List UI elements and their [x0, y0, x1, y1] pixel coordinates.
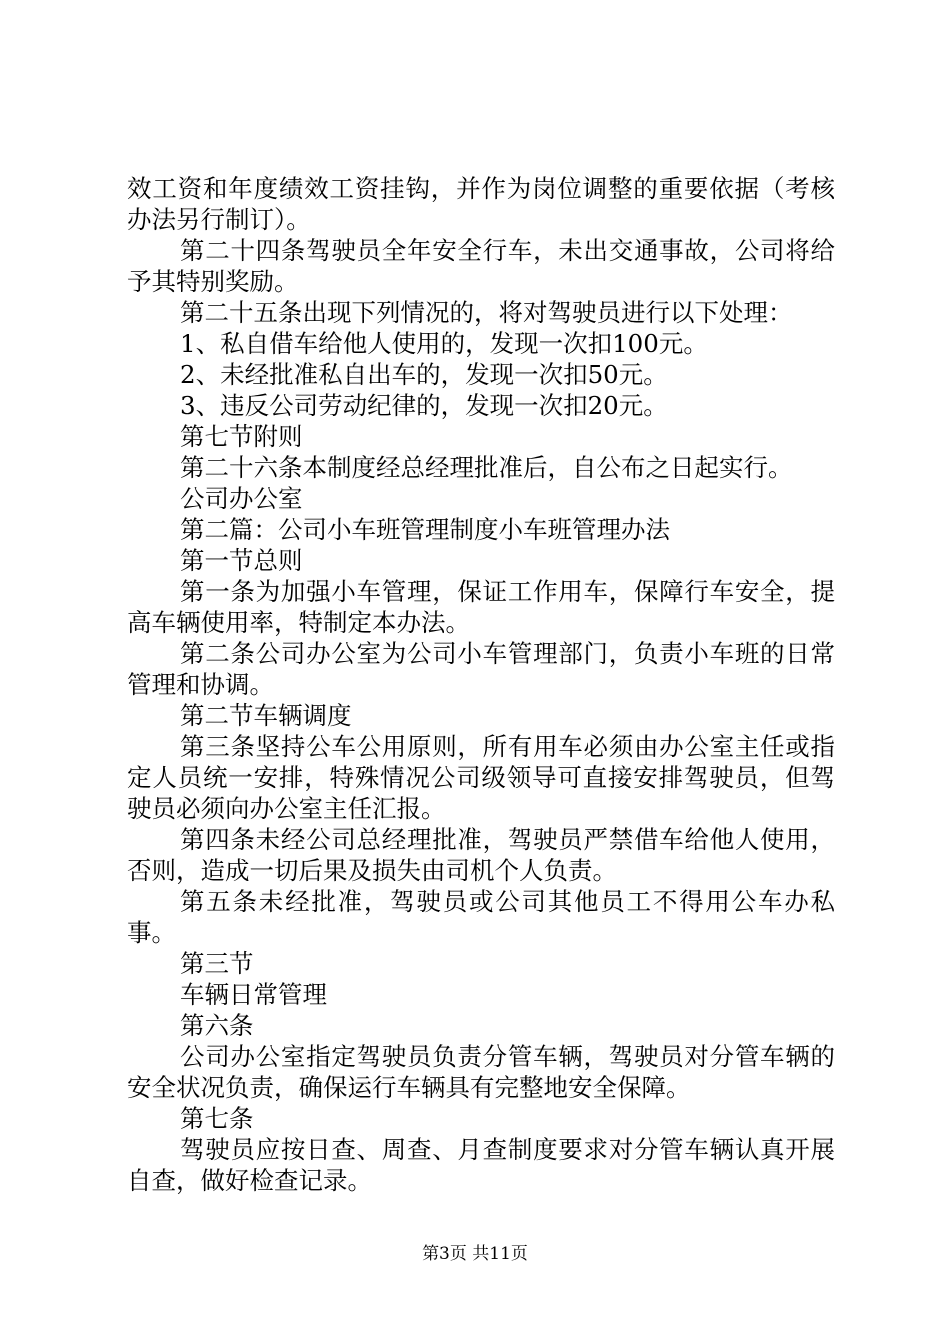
- section-heading: 第一节总则: [180, 546, 303, 575]
- article-heading: 第七条: [180, 1104, 254, 1133]
- paragraph: 第二十四条驾驶员全年安全行车，未出交通事故，公司将给予其特别奖励。: [127, 236, 835, 296]
- chapter-heading: 第二篇：公司小车班管理制度小车班管理办法: [180, 515, 670, 544]
- list-item: 2、未经批准私自出车的，发现一次扣50元。: [180, 360, 668, 389]
- section-heading: 第三节: [180, 949, 254, 978]
- section-heading: 第七节附则: [180, 422, 303, 451]
- paragraph: 第五条未经批准，驾驶员或公司其他员工不得用公车办私事。: [127, 887, 835, 947]
- paragraph: 第二十六条本制度经总经理批准后，自公布之日起实行。: [180, 453, 793, 482]
- signature-line: 公司办公室: [180, 484, 303, 513]
- list-item: 1、私自借车给他人使用的，发现一次扣100元。: [180, 329, 708, 358]
- paragraph: 第四条未经公司总经理批准，驾驶员严禁借车给他人使用，否则，造成一切后果及损失由司机个人负责。: [127, 825, 835, 885]
- paragraph: 效工资和年度绩效工资挂钩，并作为岗位调整的重要依据（考核办法另行制订）。: [127, 174, 835, 234]
- section-heading: 车辆日常管理: [180, 980, 327, 1009]
- paragraph: 第二十五条出现下列情况的，将对驾驶员进行以下处理：: [180, 298, 793, 327]
- paragraph: 第三条坚持公车公用原则，所有用车必须由办公室主任或指定人员统一安排，特殊情况公司级领导可直接安排驾驶员，但驾驶员必须向办公室主任汇报。: [127, 732, 835, 823]
- paragraph: 第二条公司办公室为公司小车管理部门，负责小车班的日常管理和协调。: [127, 639, 835, 699]
- paragraph: 驾驶员应按日查、周查、月查制度要求对分管车辆认真开展自查，做好检查记录。: [127, 1135, 835, 1195]
- paragraph: 第一条为加强小车管理，保证工作用车，保障行车安全，提高车辆使用率，特制定本办法。: [127, 577, 835, 637]
- list-item: 3、违反公司劳动纪律的，发现一次扣20元。: [180, 391, 668, 420]
- paragraph: 公司办公室指定驾驶员负责分管车辆，驾驶员对分管车辆的安全状况负责，确保运行车辆具有完整地安全保障。: [127, 1042, 835, 1102]
- page-number-footer: 第3页 共11页: [422, 1244, 528, 1264]
- document-body: [127, 173, 835, 1196]
- article-heading: 第六条: [180, 1011, 254, 1040]
- section-heading: 第二节车辆调度: [180, 701, 352, 730]
